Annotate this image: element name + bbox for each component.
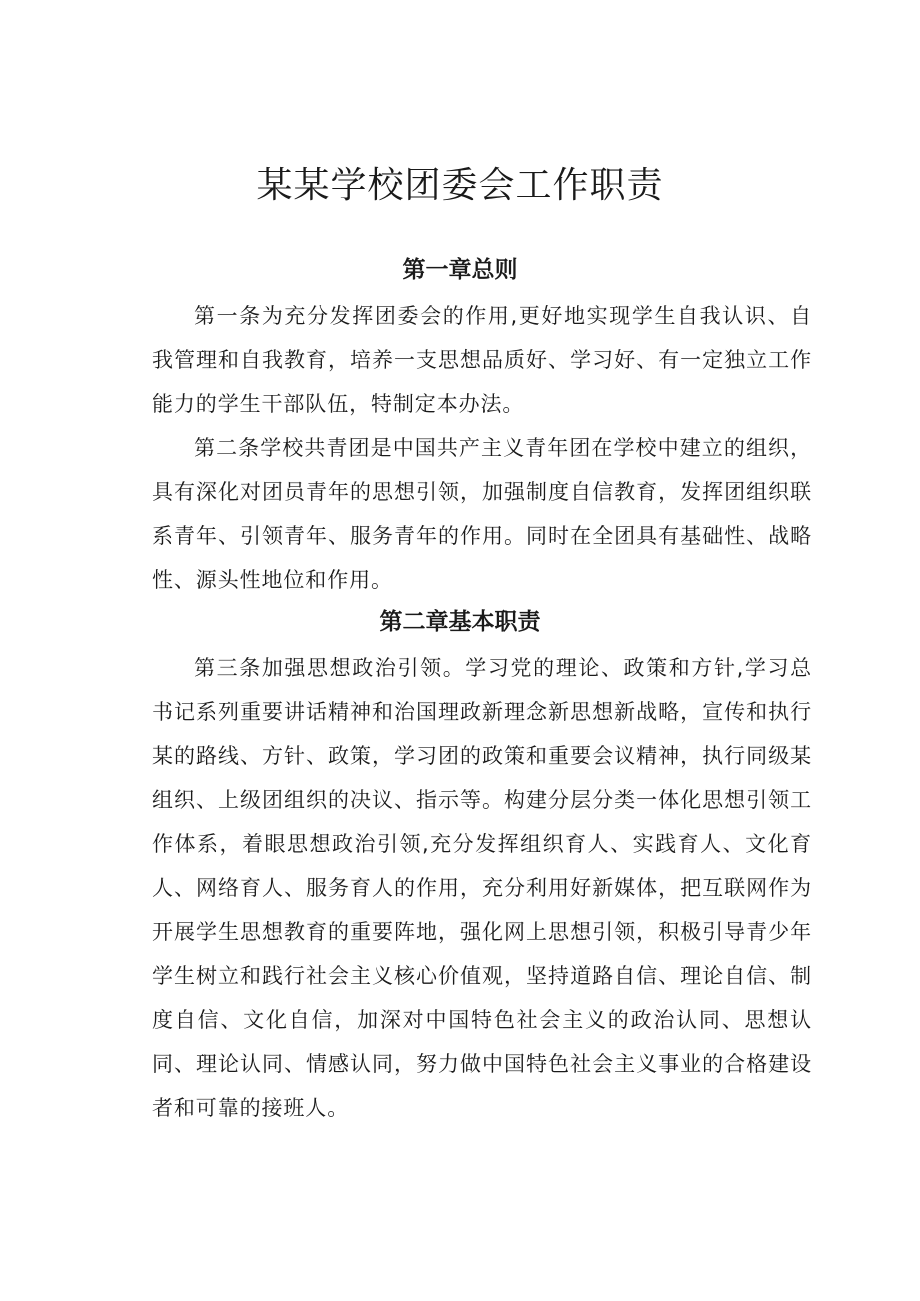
chapter-heading-general: 第一章总则	[402, 257, 518, 283]
article-3: 第三条加强思想政治引领。学习党的理论、政策和方针,学习总书记系列重要讲话精神和治国理政新理念新思想新战略，宣传和执行某的路线、方针、政策，学习团的政策和重要会议精神，执行同级某组织、上级团组织的决议、指示等。构建分层分类一体化思想引领工作体系，着眼思想政治引领,充分发挥组织育人、实践育人、文化育人、网络育人、服务育人的作用，充分利用好新媒体，把互联网作为开展学生思想教育的重要阵地，强化网上思想引领，积极引导青少年学生树立和践行社会主义核心价值观，坚持道路自信、理论自信、制度自信、文化自信，加深对中国特色社会主义的政治认同、思想认同、理论认同、情感认同，努力做中国特色社会主义事业的合格建设者和可靠的接班人。	[152, 656, 812, 1120]
document-title: 某某学校团委会工作职责	[256, 165, 664, 206]
article-1: 第一条为充分发挥团委会的作用,更好地实现学生自我认识、自我管理和自我教育，培养一支思想品质好、学习好、有一定独立工作能力的学生干部队伍，特制定本办法。	[152, 304, 812, 416]
chapter-heading-duties: 第二章基本职责	[379, 609, 541, 635]
article-2: 第二条学校共青团是中国共产主义青年团在学校中建立的组织，具有深化对团员青年的思想引领，加强制度自信教育，发挥团组织联系青年、引领青年、服务青年的作用。同时在全团具有基础性、战略性、源头性地位和作用。	[152, 436, 812, 592]
